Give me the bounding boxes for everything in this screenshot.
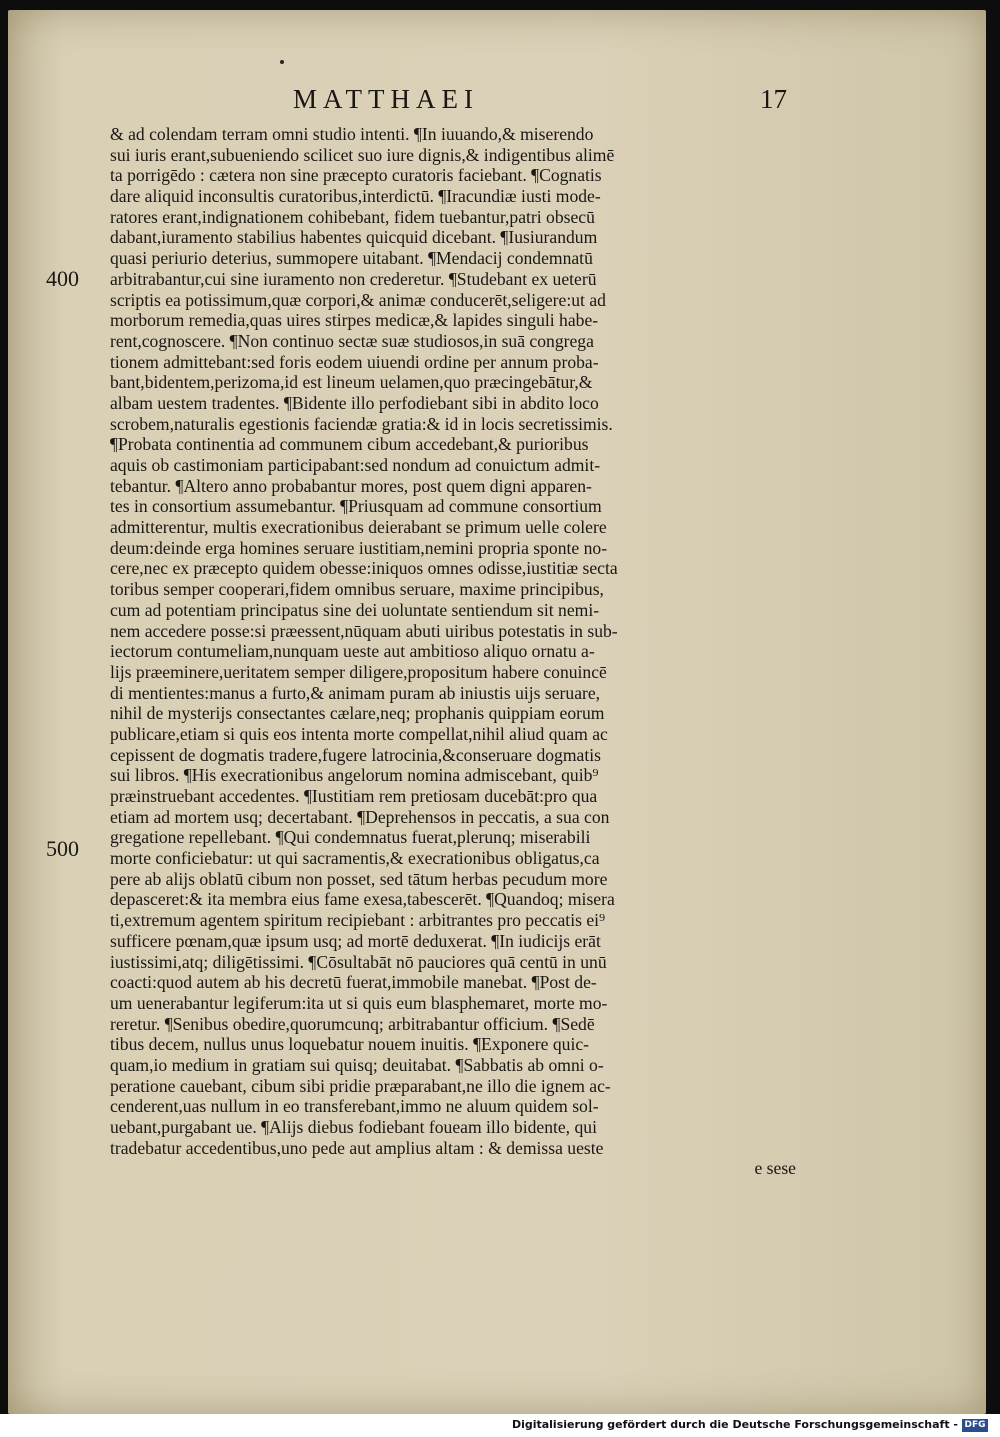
text-line: deum:deinde erga homines seruare iustitiam,nemini propria sponte no-	[110, 537, 608, 558]
text-line: di mentientes:manus a furto,& animam puram ab iniustis uijs seruare,	[110, 682, 601, 703]
text-line: toribus semper cooperari,fidem omnibus seruare, maxime principibus,	[110, 579, 604, 600]
text-line: cenderent,uas nullum in eo transferebant,immo ne aluum quidem sol-	[110, 1096, 599, 1117]
margin-line-number-500: 500	[46, 836, 79, 861]
text-line: tibus decem, nullus unus loquebatur nouem inuitis. ¶Exponere quic-	[110, 1034, 590, 1055]
text-line: lijs præeminere,ueritatem semper diligere,propositum habere conuincē	[110, 661, 607, 682]
text-line: gregatione repellebant. ¶Qui condemnatus fuerat,plerunq; miserabili	[110, 827, 591, 848]
text-line: bant,bidentem,perizoma,id est lineum uelamen,quo præcingebātur,&	[110, 372, 593, 393]
text-line: nem accedere posse:si præessent,nūquam abuti uiribus potestatis in sub-	[110, 620, 618, 641]
text-line: uebant,purgabant ue. ¶Alijs diebus fodiebant foueam illo bidente, qui	[110, 1117, 597, 1137]
text-line: iustissimi,atq; diligētissimi. ¶Cōsultabāt nō pauciores quā centū in unū	[110, 951, 607, 972]
text-line: morte conficiebatur: ut qui sacramentis,& execrationibus obligatus,ca	[110, 848, 600, 869]
funding-credit: Digitalisierung gefördert durch die Deutsche Forschungsgemeinschaft -	[511, 1418, 958, 1431]
text-line: um uenerabantur legiferum:ita ut si quis eum blasphemaret, morte mo-	[110, 992, 608, 1013]
text-line: ratores erant,indignationem cohibebant, fidem tuebantur,patri obsecū	[110, 206, 595, 227]
text-line: scrobem,naturalis egestionis faciendæ gratia:& id in locis secretissimis.	[110, 413, 613, 434]
scanned-page	[8, 10, 986, 1414]
text-line: nihil de mysterijs consectantes cælare,neq; prophanis quippiam eorum	[110, 703, 605, 724]
text-line: præinstruebant accedentes. ¶Iustitiam rem pretiosam ducebāt:pro qua	[110, 786, 598, 806]
page-number: 17	[760, 84, 787, 114]
text-line: peratione cauebant, cibum sibi pridie præparabant,ne illo die ignem ac-	[110, 1075, 611, 1096]
text-line: tebantur. ¶Altero anno probabantur mores, post quem digni apparen-	[110, 475, 592, 496]
text-line: & ad colendam terram omni studio intenti. ¶In iuuando,& miserendo	[110, 124, 594, 144]
dfg-logo: DFG	[962, 1419, 988, 1432]
text-line: ti,extremum agentem spiritum recipiebant : arbitrantes pro peccatis ei⁹	[110, 910, 606, 931]
text-line: iectorum contumeliam,nunquam ueste aut ambitioso aliquo ornatu a-	[110, 641, 595, 662]
text-line: cum ad potentiam principatus sine dei uoluntate sentiendum sit nemi-	[110, 599, 600, 620]
text-line: sui libros. ¶His execrationibus angelorum nomina admiscebant, quib⁹	[110, 765, 599, 786]
body-text	[110, 124, 800, 1179]
text-line: tionem admittebant:sed foris eodem uiuendi ordine per annum proba-	[110, 351, 599, 372]
text-line: albam uestem tradentes. ¶Bidente illo perfodiebant sibi in abdito loco	[110, 392, 599, 413]
catchword: e sese	[754, 1158, 796, 1179]
text-line: quam,io medium in gratiam sui quisq; deuitabat. ¶Sabbatis ab omni o-	[110, 1054, 604, 1075]
text-line: cere,nec ex præcepto quidem obesse:iniquos omnes odisse,iustitiæ secta	[110, 558, 618, 579]
text-line: quasi periurio deterius, summopere uitabant. ¶Mendacij condemnatū	[110, 248, 593, 269]
margin-line-number-400: 400	[46, 266, 79, 291]
text-line: coacti:quod autem ab his decretū fuerat,immobile manebat. ¶Post de-	[110, 972, 597, 993]
digitization-footer	[0, 1414, 1000, 1437]
running-title: MATTHAEI	[293, 84, 479, 114]
text-line: depasceret:& ita membra eius fame exesa,tabescerēt. ¶Quandoq; misera	[110, 889, 615, 910]
text-line: etiam ad mortem usq; decertabant. ¶Deprehensos in peccatis, a sua con	[110, 806, 610, 827]
text-line: scriptis ea potissimum,quæ corpori,& animæ conducerēt,seligere:ut ad	[110, 289, 606, 310]
text-line: ta porrigēdo : cætera non sine præcepto curatoris faciebant. ¶Cognatis	[110, 165, 602, 186]
text-line: dare aliquid inconsultis curatoribus,interdictū. ¶Iracundiæ iusti mode-	[110, 186, 601, 207]
text-line: sufficere pœnam,quæ ipsum usq; ad mortē deduxerat. ¶In iudicijs erāt	[110, 930, 601, 951]
text-line: tes in consortium assumebantur. ¶Priusquam ad commune consortium	[110, 496, 602, 517]
text-line: cepissent de dogmatis tradere,fugere latrocinia,&conseruare dogmatis	[110, 744, 601, 765]
ink-dot	[280, 60, 284, 64]
text-line: rent,cognoscere. ¶Non continuo sectæ suæ studiosos,in suā congrega	[110, 330, 594, 351]
text-line: publicare,etiam si quis eos intenta morte compellat,nihil aliud quam ac	[110, 723, 608, 744]
text-line: tradebatur accedentibus,uno pede aut amplius altam : & demissa ueste	[110, 1137, 604, 1158]
page-header	[8, 84, 986, 124]
text-line: reretur. ¶Senibus obedire,quorumcunq; arbitrabantur officium. ¶Sedē	[110, 1013, 595, 1034]
text-line: ¶Probata continentia ad communem cibum accedebant,& purioribus	[110, 434, 589, 455]
text-line: arbitrabantur,cui sine iuramento non crederetur. ¶Studebant ex ueterū	[110, 268, 597, 289]
text-line: morborum remedia,quas uires stirpes medicæ,& lapides singuli habe-	[110, 310, 599, 331]
text-line: aquis ob castimoniam participabant:sed nondum ad conuictum admit-	[110, 455, 601, 475]
text-line: pere ab alijs oblatū cibum non posset, sed tātum herbas pecudum more	[110, 868, 608, 889]
text-line: sui iuris erant,subueniendo scilicet suo iure dignis,& indigentibus alimē	[110, 144, 615, 165]
text-line: admitterentur, multis execrationibus deierabant se primum uelle colere	[110, 517, 607, 538]
text-line: dabant,iuramento stabilius habentes quicquid dicebant. ¶Iusiurandum	[110, 227, 598, 248]
